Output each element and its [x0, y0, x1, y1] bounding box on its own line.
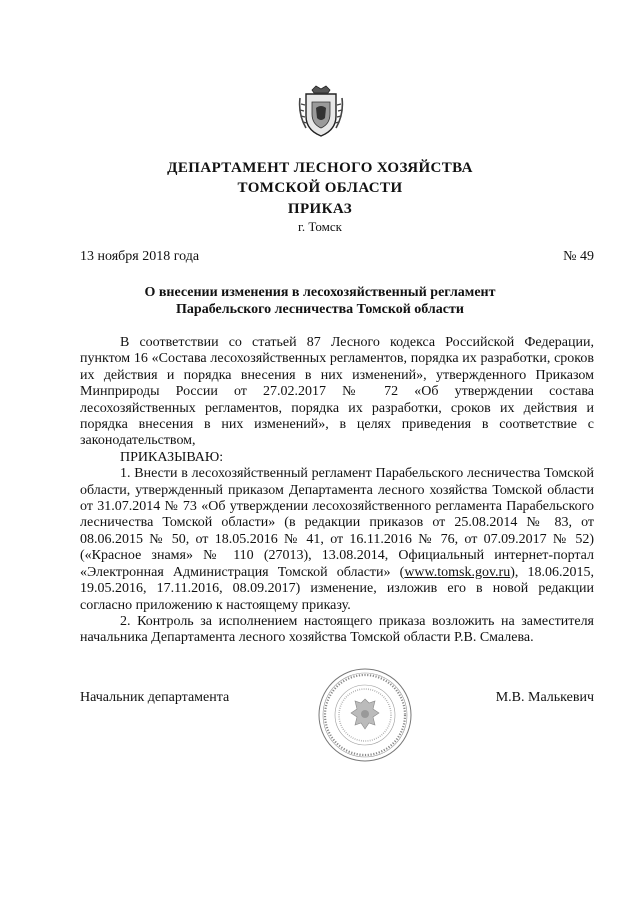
city: г. Томск: [298, 219, 342, 234]
tomsk-gov-link[interactable]: www.tomsk.gov.ru: [404, 564, 511, 580]
item-1-text-start: 1. Внести в лесохозяйственный регламент Парабельского лесничества Томской области, утвержденный приказом Департамента лесного хозяйства Томской области от 31.07.2014 № 73 «Об утверждении лесохозяйственного регламента Парабельского лесничества Томской области» (в редакции приказов от 25.08.2014 № 83, от 08.06.2015 № 50, от 18.05.2016 № 41, от 16.11.2016 № 76, от 07.09.2017 № 52) («Красное знамя» № 110 (27013), 13.08.2014, Официальный интернет-портал «Электронная Администрация Томской области» (: [80, 466, 594, 580]
official-seal-icon: [317, 667, 413, 763]
title-line-2: Парабельского лесничества Томской области: [176, 302, 464, 317]
document-number: № 49: [563, 249, 594, 264]
document-type: ПРИКАЗ: [287, 201, 353, 217]
document-title: [0, 284, 640, 318]
item-2-paragraph: 2. Контроль за исполнением настоящего приказа возложить на заместителя начальника Департамента лесного хозяйства Томской области Р.В. Смалева.: [80, 613, 594, 646]
signatory-name: М.В. Малькевич: [495, 690, 594, 705]
region-name: ТОМСКОЙ ОБЛАСТИ: [237, 180, 403, 196]
document-body: [80, 335, 594, 647]
department-name: ДЕПАРТАМЕНТ ЛЕСНОГО ХОЗЯЙСТВА: [167, 160, 473, 176]
item-1-text-end: ), 18.06.2015, 19.05.2016, 17.11.2016, 08.09.2017) изменение, изложив его в новой редакции согласно приложению к настоящему приказу.: [80, 564, 594, 613]
item-1-paragraph: [80, 466, 594, 614]
signatory-position: Начальник департамента: [80, 690, 230, 705]
document-date: 13 ноября 2018 года: [80, 249, 200, 264]
coat-of-arms-icon: [298, 84, 344, 138]
title-line-1: О внесении изменения в лесохозяйственный регламент: [144, 285, 496, 300]
preamble-paragraph: В соответствии со статьей 87 Лесного кодекса Российской Федерации, пунктом 16 «Состава лесохозяйственных регламентов, порядка их разработки, сроков их действия и порядка внесения в них изменений», утвержденного Приказом Минприроды России от 27.02.2017 № 72 «Об утверждении состава лесохозяйственных регламентов, порядка их разработки, сроков их действия и порядка внесения в них изменений», в целях приведения в соответствие с законодательством,: [80, 335, 594, 449]
order-word: ПРИКАЗЫВАЮ:: [120, 449, 224, 465]
